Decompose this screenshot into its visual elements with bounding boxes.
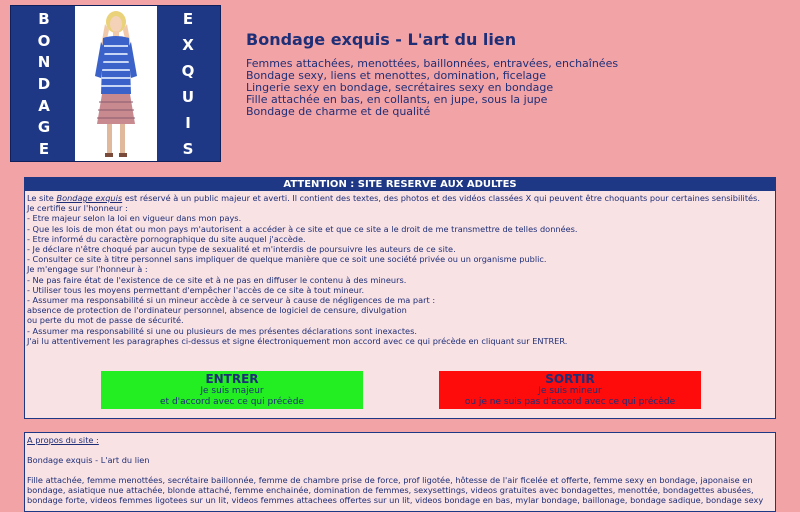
logo-letter: N	[37, 53, 51, 72]
logo-letter: O	[37, 31, 51, 50]
header-description	[246, 58, 618, 118]
header-line: Bondage sexy, liens et menottes, domination, ficelage	[246, 69, 547, 82]
warning-line: - Que les lois de mon état ou mon pays m'autorisent a accéder à ce site et que ce site a le droit de me transmettre de telles données.	[27, 223, 578, 234]
logo-word-bondage	[13, 12, 75, 157]
exit-button-label: SORTIR	[545, 372, 595, 386]
about-site-name: Bondage exquis - L'art du lien	[27, 455, 150, 465]
header-line: Lingerie sexy en bondage, secrétaires sexy en bondage	[246, 81, 554, 94]
age-warning-panel	[24, 177, 776, 419]
intro-site-name: Bondage exquis	[56, 193, 123, 203]
intro-prefix: Le site	[27, 193, 57, 203]
logo-letter: I	[185, 114, 191, 132]
warning-line: absence de protection de l'ordinateur personnel, absence de logiciel de censure, divulgation	[27, 305, 407, 316]
logo-word-exquis	[157, 12, 219, 157]
warning-heading: ATTENTION : SITE RESERVE AUX ADULTES	[25, 178, 775, 191]
logo-letter: D	[37, 74, 51, 93]
logo-letter: G	[37, 118, 51, 137]
header-line: Fille attachée en bas, en collants, en jupe, sous la jupe	[246, 93, 548, 106]
logo-letter: B	[38, 10, 50, 28]
warning-line: - Je déclare n'être choqué par aucun type de sexualité et m'interdis de poursuivre les auteurs de ce site.	[27, 244, 456, 255]
intro-suffix: est réservé à un public majeur et averti. Il contient des textes, des photos et des vidéos classées X qui peuvent être choquants pour certaines sensibilités.	[122, 193, 760, 203]
warning-line: J'ai lu attentivement les paragraphes ci-dessus et signe électroniquement mon accord avec ce qui précède en cliquant sur ENTRER.	[27, 335, 568, 346]
logo-photo	[75, 6, 157, 161]
warning-line: - Assumer ma responsabilité si une ou plusieurs de mes présentes déclarations sont inexactes.	[27, 325, 417, 336]
warning-line: Je certifie sur l'honneur :	[27, 203, 128, 214]
exit-button[interactable]	[439, 371, 701, 409]
enter-button-label: ENTRER	[205, 372, 259, 386]
about-site-panel	[24, 432, 776, 512]
warning-line: - Ne pas faire état de l'existence de ce site et à ne pas en diffuser le contenu à des mineurs.	[27, 274, 407, 285]
warning-line: ou perte du mot de passe de sécurité.	[27, 315, 184, 326]
warning-line: - Etre informé du caractère pornographique du site auquel j'accède.	[27, 233, 306, 244]
about-paragraph: Fille attachée, femme menottées, secrétaire baillonnée, femme de chambre prise de force, prof ligotée, hôtesse de l'air ficelée et offerte, femme sexy en bondage, japonaise en bondage, asiatique nue attachée, blonde attaché, femme enchainée, domination de femmes, sexysettings, videos gratuites avec bondagettes, menottée, bondagettes abusées, bondage forte, videos femmes ligotees sur un lit, videos femmes attachees offertes sur un lit, videos bondage en bas, mylar bondage, baillonage, bondage sadique, bondage sexy	[27, 475, 764, 505]
warning-intro	[27, 193, 773, 203]
page-title: Bondage exquis - L'art du lien	[246, 30, 517, 49]
warning-line: - Etre majeur selon la loi en vigueur dans mon pays.	[27, 213, 242, 224]
logo-letter: A	[38, 96, 50, 115]
warning-line: Je m'engage sur l'honneur à :	[27, 264, 148, 275]
warning-line: - Consulter ce site à titre personnel sans impliquer de quelque manière que ce soit une société privée ou un organisme public.	[27, 254, 547, 265]
logo-letter: S	[182, 140, 194, 158]
header-line: Femmes attachées, menottées, baillonnées, entravées, enchaînées	[246, 57, 619, 70]
site-logo[interactable]	[10, 5, 221, 162]
logo-letter: Q	[181, 62, 195, 80]
logo-letter: X	[182, 36, 194, 54]
enter-button-line1: Je suis majeur	[200, 386, 264, 396]
logo-letter: U	[181, 88, 195, 106]
warning-line: - Assumer ma responsabilité si un mineur accède à ce serveur à cause de négligences de ma part :	[27, 295, 436, 306]
logo-letter: E	[38, 139, 50, 158]
exit-button-line2: ou je ne suis pas d'accord avec ce qui précède	[464, 397, 676, 407]
enter-button[interactable]	[101, 371, 363, 409]
about-heading: A propos du site :	[27, 435, 99, 445]
logo-letter: E	[182, 10, 194, 28]
woman-figure-image	[75, 6, 157, 161]
warning-body	[25, 191, 775, 346]
exit-button-line1: Je suis mineur	[538, 386, 602, 396]
header-line: Bondage de charme et de qualité	[246, 105, 431, 118]
enter-button-line2: et d'accord avec ce qui précède	[160, 397, 304, 407]
warning-line: - Utiliser tous les moyens permettant d'empêcher l'accès de ce site à tout mineur.	[27, 284, 365, 295]
